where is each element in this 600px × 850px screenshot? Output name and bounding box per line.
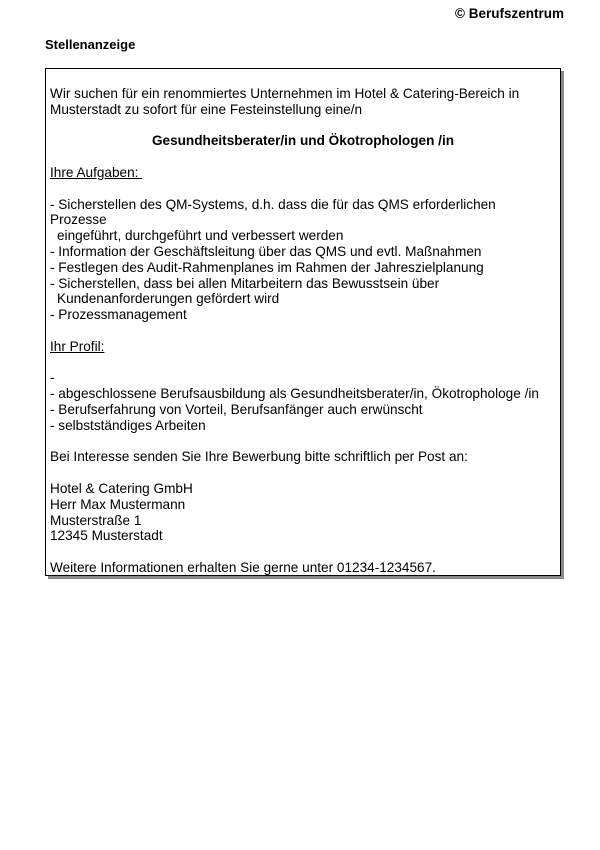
tasks-heading: Ihre Aufgaben: xyxy=(50,164,143,180)
profile-item-education: - abgeschlossene Berufsausbildung als Gesundheitsberater/in, Ökotrophologe /in xyxy=(50,386,539,402)
profile-item-experience: - Berufserfahrung von Vorteil, Berufsanfänger auch erwünscht xyxy=(50,401,423,417)
copyright-notice: © Berufszentrum xyxy=(455,6,564,21)
task-item-1-line-1: - Sicherstellen des QM-Systems, d.h. dass die für das QMS erforderlichen xyxy=(50,196,496,212)
task-item-5: - Prozessmanagement xyxy=(50,307,187,323)
application-instruction: Bei Interesse senden Sie Ihre Bewerbung bitte schriftlich per Post an: xyxy=(50,449,468,465)
contact-info: Weitere Informationen erhalten Sie gerne unter 01234-1234567. xyxy=(50,559,436,575)
job-ad-box xyxy=(45,68,561,576)
job-title: Gesundheitsberater/in und Ökotrophologen /in xyxy=(151,133,455,149)
profile-item-empty: - xyxy=(50,370,55,386)
address-street: Musterstraße 1 xyxy=(50,512,142,528)
page-title: Stellenanzeige xyxy=(45,37,136,52)
intro-line-2: Musterstadt zu sofort für eine Festeinstellung eine/n xyxy=(50,101,363,117)
task-item-2: - Information der Geschäftsleitung über das QMS und evtl. Maßnahmen xyxy=(50,243,482,259)
task-item-1-line-3: eingeführt, durchgeführt und verbessert werden xyxy=(57,228,344,244)
address-city: 12345 Musterstadt xyxy=(50,528,163,544)
address-company: Hotel & Catering GmbH xyxy=(50,480,193,496)
task-item-3: - Festlegen des Audit-Rahmenplanes im Rahmen der Jahreszielplanung xyxy=(50,259,484,275)
profile-item-independent: - selbstständiges Arbeiten xyxy=(50,417,206,433)
intro-line-1: Wir suchen für ein renommiertes Unternehmen im Hotel & Catering-Bereich in xyxy=(50,86,520,101)
task-item-1-line-2: Prozesse xyxy=(50,212,107,228)
task-item-4-line-2: Kundenanforderungen gefördert wird xyxy=(57,291,280,307)
task-item-4-line-1: - Sicherstellen, dass bei allen Mitarbeitern das Bewusstsein über xyxy=(50,275,440,291)
address-contact-person: Herr Max Mustermann xyxy=(50,496,186,512)
profile-heading: Ihr Profil: xyxy=(50,338,105,354)
job-ad-content xyxy=(50,86,556,576)
